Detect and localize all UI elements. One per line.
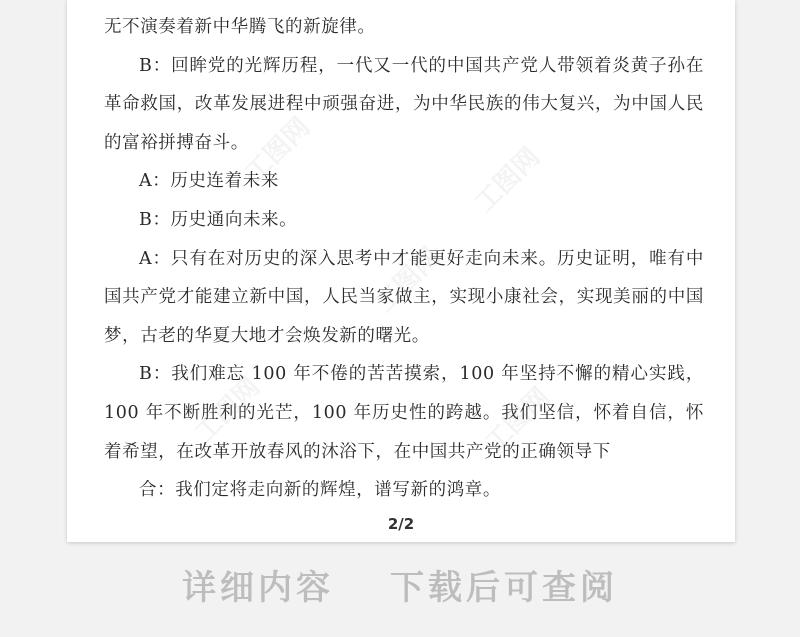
footer-right-text: 下载后可查阅 xyxy=(390,567,618,608)
document-body xyxy=(104,8,704,510)
document-page xyxy=(67,0,735,542)
paragraph-2: B：回眸党的光辉历程，一代又一代的中国共产党人带领着炎黄子孙在革命救国，改革发展进程中顽强奋进，为中华民族的伟大复兴，为中国人民的富裕拼搏奋斗。 xyxy=(104,55,704,153)
paragraph-3: A：历史连着未来 xyxy=(139,171,279,192)
paragraph-5: A：只有在对历史的深入思考中才能更好走向未来。历史证明，唯有中国共产党才能建立新中国，人民当家做主，实现小康社会，实现美丽的中国梦，古老的华夏大地才会焕发新的曙光。 xyxy=(104,248,704,346)
footer-banner xyxy=(0,560,800,608)
watermark-5: 工图网 xyxy=(479,382,556,459)
watermark-1: 工图网 xyxy=(239,112,316,189)
paragraph-6: B：我们难忘 100 年不倦的苦苦摸索，100 年坚持不懈的精心实践，100 年不断胜利的光芒，100 年历史性的跨越。我们坚信，怀着自信，怀着希望，在改革开放春风的沐浴下，在中国共产党的正确领导下 xyxy=(104,364,704,462)
paragraph-4: B：历史通向未来。 xyxy=(139,209,298,230)
watermark-2: 工图网 xyxy=(469,142,546,219)
paragraph-1: 无不演奏着新中华腾飞的新旋律。 xyxy=(104,17,376,37)
footer-left-text: 详细内容 xyxy=(182,567,334,608)
watermark-3: 工图网 xyxy=(369,242,446,319)
paragraph-7: 合：我们定将走向新的辉煌，谱写新的鸿章。 xyxy=(139,480,501,501)
page-number: 2/2 xyxy=(387,515,415,533)
watermark-4: 工图网 xyxy=(189,372,266,449)
